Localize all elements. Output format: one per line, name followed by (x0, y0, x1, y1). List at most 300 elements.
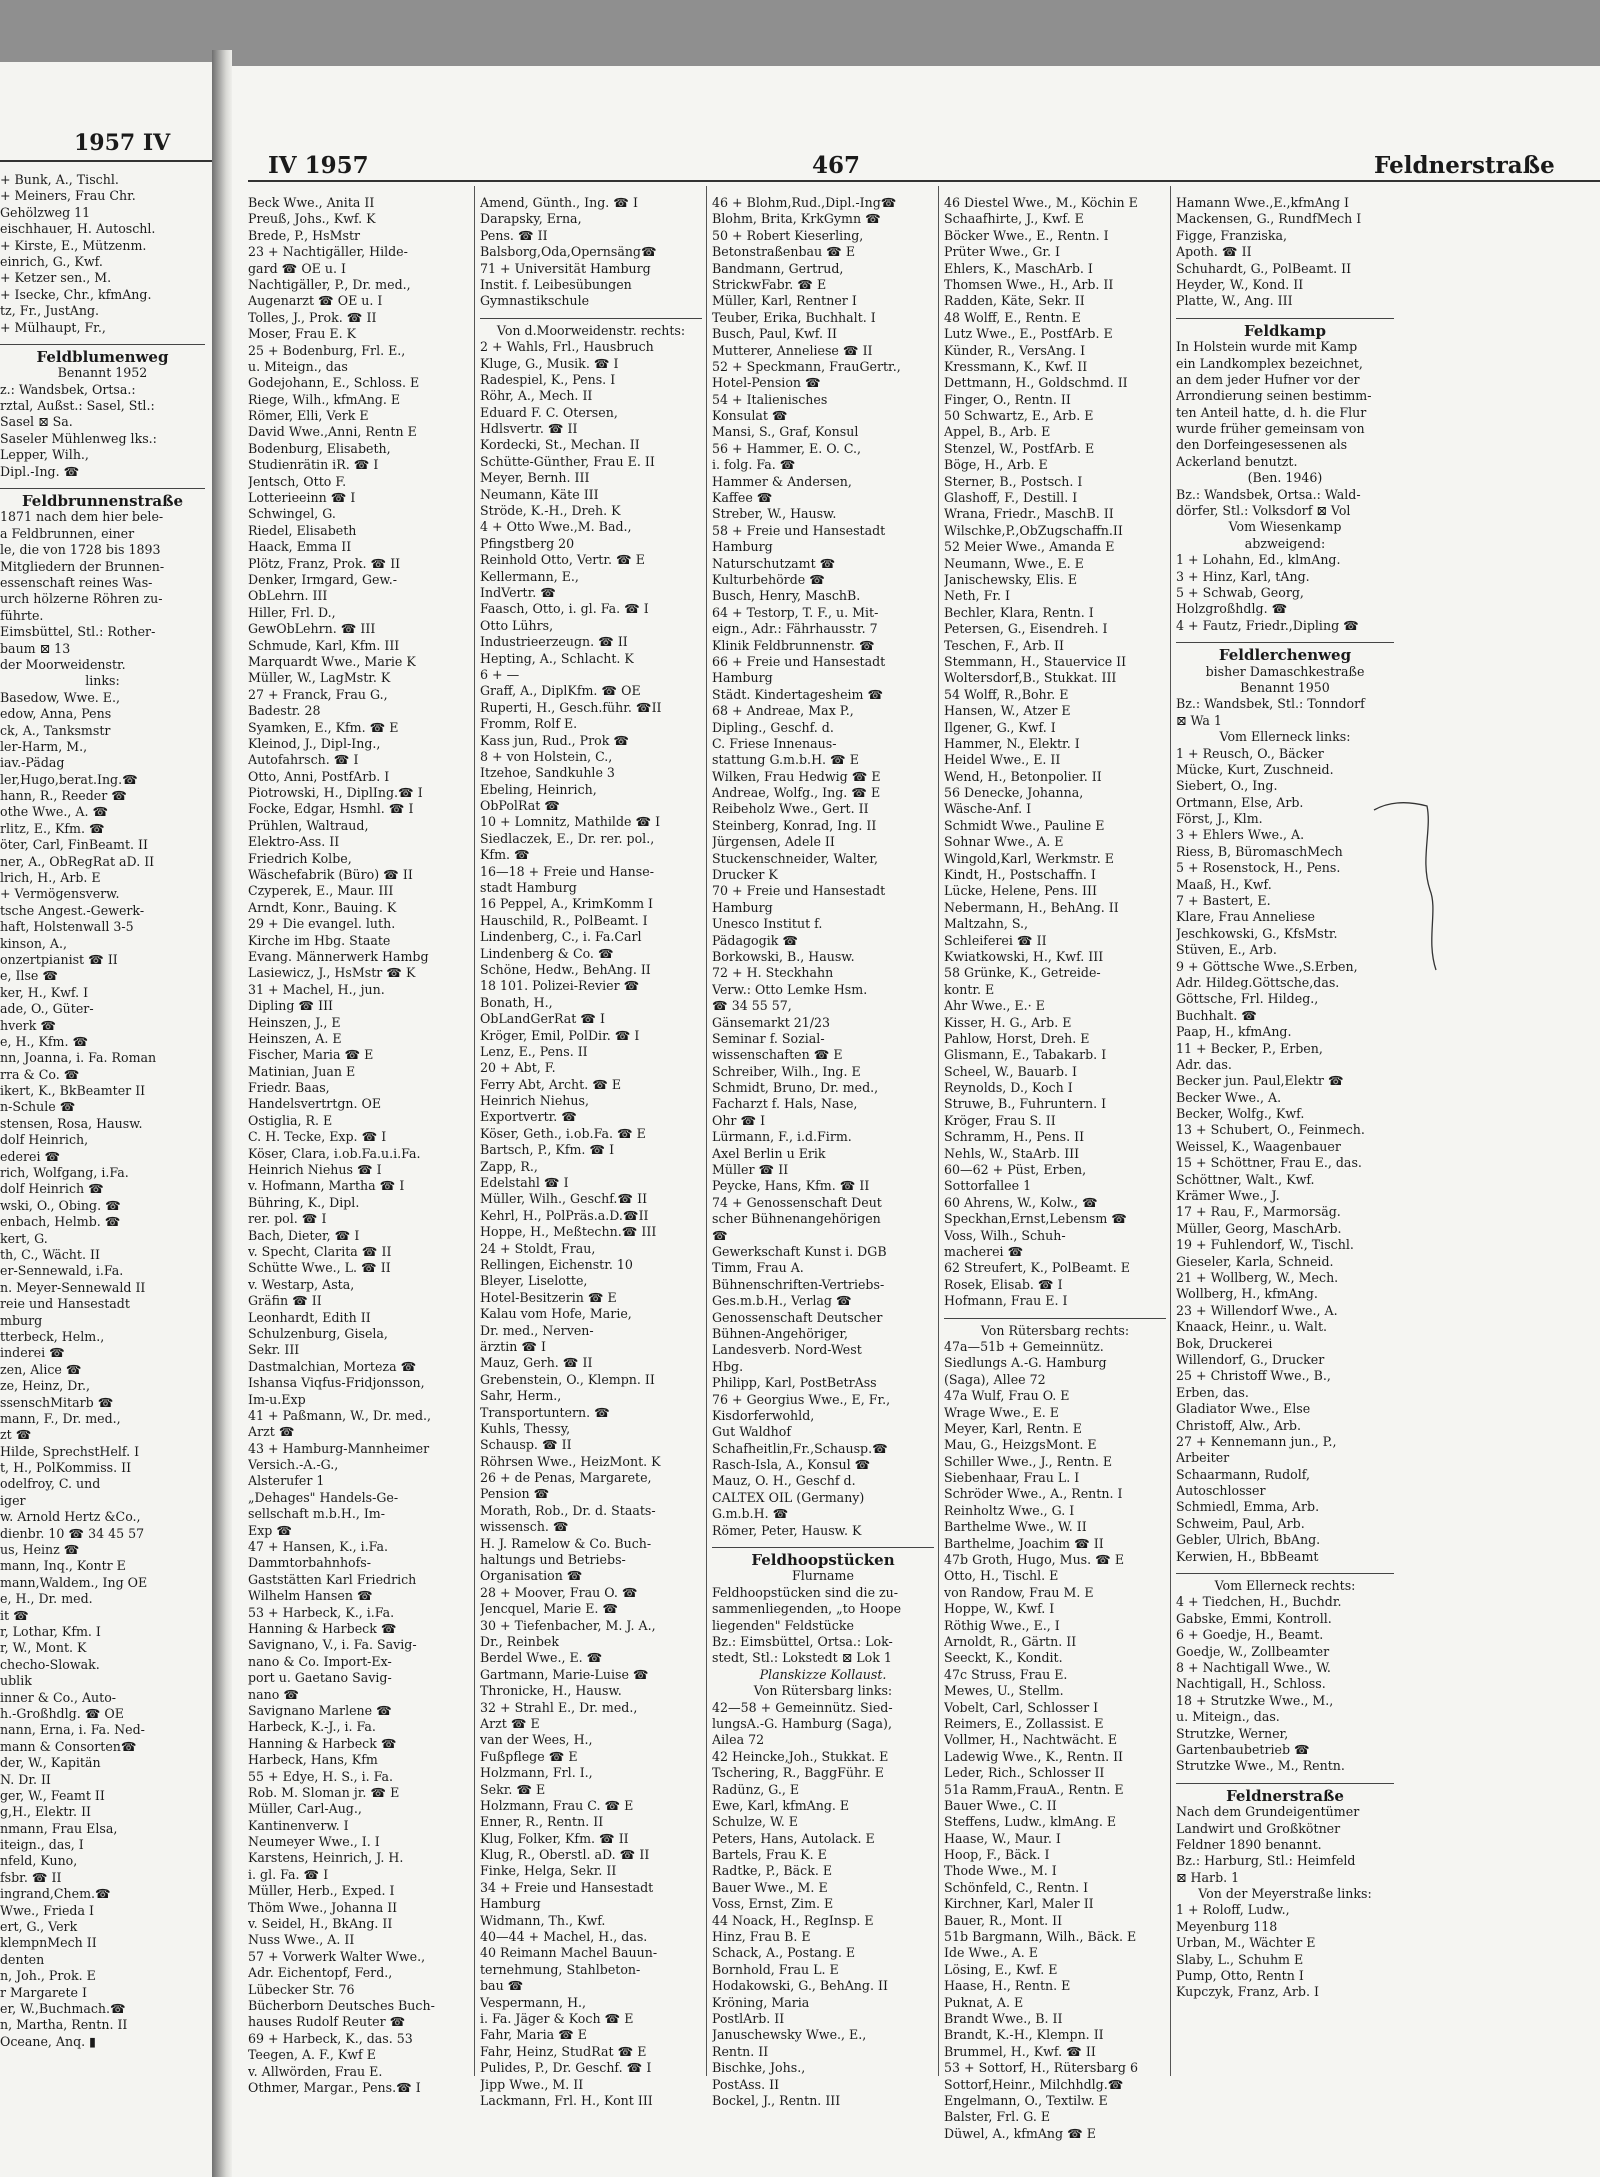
directory-entry: In Holstein wurde mit Kamp (1176, 339, 1358, 355)
directory-entry: Gaststätten Karl Friedrich (248, 1571, 417, 1587)
directory-entry: Verw.: Otto Lemke Hsm. (712, 981, 868, 997)
directory-column-1 (248, 195, 470, 2096)
directory-entry: Morath, Rob., Dr. d. Staats- (480, 1502, 656, 1518)
directory-entry: Dettmann, H., Goldschmd. II (944, 375, 1128, 391)
directory-entry: stensen, Rosa, Hausw. (0, 1115, 143, 1131)
directory-entry: Schmidt, Bruno, Dr. med., (712, 1080, 879, 1096)
directory-entry: einrich, G., Kwf. (0, 253, 103, 269)
directory-entry: fsbr. ☎ II (0, 1869, 62, 1885)
directory-entry: dienbr. 10 ☎ 34 45 57 (0, 1525, 145, 1541)
directory-entry: Müller ☎ II (712, 1162, 789, 1178)
directory-entry: 4 + Otto Wwe.,M. Bad., (480, 519, 632, 535)
section-divider (1176, 1775, 1394, 1784)
directory-entry: nmann, Frau Elsa, (0, 1820, 118, 1836)
directory-entry: Schütte Wwe., L. ☎ II (248, 1260, 391, 1276)
directory-entry: r, Lothar, Kfm. I (0, 1623, 101, 1639)
directory-entry: Itzehoe, Sandkuhle 3 (480, 765, 615, 781)
directory-entry: IndVertr. ☎ (480, 584, 556, 600)
directory-entry: Facharzt f. Hals, Nase, (712, 1096, 858, 1112)
directory-entry: Seminar f. Sozial- (712, 1030, 825, 1046)
directory-entry: Gebler, Ulrich, BbAng. (1176, 1532, 1321, 1548)
directory-entry: lungsA.-G. Hamburg (Saga), (712, 1715, 892, 1731)
directory-entry: 5 + Schwab, Georg, (1176, 584, 1304, 600)
directory-entry: Apoth. ☎ II (1176, 244, 1252, 260)
directory-entry: 68 + Andreae, Max P., (712, 703, 854, 719)
directory-entry: Radden, Käte, Sekr. II (944, 293, 1085, 309)
directory-entry: stedt, Stl.: Lokstedt ⊠ Lok 1 (712, 1650, 892, 1666)
directory-entry: Exportvertr. ☎ (480, 1109, 577, 1125)
directory-entry: er, W.,Buchmach.☎ (0, 2000, 126, 2016)
directory-entry: Jürgensen, Adele II (712, 834, 835, 850)
directory-entry: der Moorweidenstr. (0, 656, 126, 672)
directory-entry: 27 + Franck, Frau G., (248, 686, 388, 702)
directory-entry: Müller, W., LagMstr. K (248, 670, 391, 686)
directory-entry: hauses Rudolf Reuter ☎ (248, 2014, 406, 2030)
directory-entry: 76 + Georgius Wwe., E, Fr., (712, 1391, 891, 1407)
directory-entry: Klug, R., Oberstl. aD. ☎ II (480, 1847, 650, 1863)
directory-entry: öter, Carl, FinBeamt. II (0, 837, 148, 853)
directory-entry: Konsulat ☎ (712, 408, 788, 424)
directory-entry: zen, Alice ☎ (0, 1361, 82, 1377)
directory-entry: Maaß, H., Kwf. (1176, 876, 1272, 892)
directory-entry: Prühlen, Waltraud, (248, 817, 369, 833)
directory-entry: Edelstahl ☎ I (480, 1175, 569, 1191)
directory-entry: 54 + Italienisches (712, 391, 828, 407)
directory-entry: Kuhls, Thessy, (480, 1420, 571, 1436)
directory-entry: eign., Adr.: Fährhausstr. 7 (712, 621, 878, 637)
directory-entry: 50 + Robert Kieserling, (712, 227, 864, 243)
directory-entry: Wäschefabrik (Büro) ☎ II (248, 867, 413, 883)
directory-entry: v. Hofmann, Martha ☎ I (248, 1178, 405, 1194)
street-heading: Feldkamp (1243, 321, 1327, 340)
directory-entry: tsche Angest.-Gewerk- (0, 902, 145, 918)
directory-entry: Sottorfallee 1 (944, 1178, 1032, 1194)
directory-entry: Platte, W., Ang. III (1176, 293, 1293, 309)
directory-entry: Oceane, Anq. ▮ (0, 2033, 97, 2049)
directory-entry: Grebenstein, O., Klempn. II (480, 1371, 655, 1387)
directory-entry: Hamburg (480, 1896, 541, 1912)
directory-entry: Janischewsky, Elis. E (944, 571, 1078, 587)
directory-entry: Voss, Wilh., Schuh- (944, 1227, 1066, 1243)
directory-entry: Ailea 72 (712, 1732, 765, 1748)
directory-entry: 56 + Hammer, E. O. C., (712, 440, 862, 456)
directory-entry: Hilde, SprechstHelf. I (0, 1443, 140, 1459)
directory-entry: Neumeyer Wwe., I. I (248, 1834, 380, 1850)
directory-entry: Karstens, Heinrich, J. H. (248, 1850, 404, 1866)
directory-entry: Röhrsen Wwe., HeizMont. K (480, 1453, 661, 1469)
directory-entry: Becker, Wolfg., Kwf. (1176, 1106, 1305, 1122)
directory-entry: nn, Joanna, i. Fa. Roman (0, 1050, 157, 1066)
directory-entry: 1871 nach dem hier bele- (0, 509, 164, 525)
directory-entry: Ehlers, K., MaschArb. I (944, 260, 1093, 276)
directory-entry: Arzt ☎ E (480, 1715, 540, 1731)
directory-entry: Balsborg,Oda,Opernsäng☎ (480, 244, 657, 260)
directory-entry: Schack, A., Postang. E (712, 1945, 856, 1961)
directory-entry: eischhauer, H. Autoschl. (0, 221, 156, 237)
section-divider (712, 1539, 934, 1548)
directory-entry: Rob. M. Sloman jr. ☎ E (248, 1784, 400, 1800)
directory-entry: Dammtorbahnhofs- (248, 1555, 372, 1571)
directory-entry: Kass jun, Rud., Prok ☎ (480, 732, 630, 748)
directory-entry: 29 + Die evangel. luth. (248, 916, 396, 932)
section-note: Flurname (792, 1568, 854, 1584)
directory-entry: a Feldbrunnen, einer (0, 525, 135, 541)
directory-entry: Bz.: Wandsbek, Stl.: Tonndorf (1176, 696, 1365, 712)
directory-entry: i. gl. Fa. ☎ I (248, 1866, 329, 1882)
directory-entry: G.m.b.H. ☎ (712, 1506, 789, 1522)
directory-entry: Kröning, Maria (712, 1994, 810, 2010)
directory-entry: Teegen, A. F., Kwf E (248, 2047, 376, 2063)
street-heading: Feldblumenweg (36, 347, 169, 366)
directory-entry: 40 Reimann Machel Bauun- (480, 1945, 658, 1961)
directory-entry: Bauer Wwe., C. II (944, 1797, 1057, 1813)
directory-entry: denten (0, 1951, 45, 1967)
directory-entry: Riess, B, BüromaschMech (1176, 843, 1343, 859)
directory-entry: Ohr ☎ I (712, 1112, 766, 1128)
directory-entry: Philipp, Karl, PostBetrAss (712, 1375, 877, 1391)
directory-entry: Jipp Wwe., M. II (480, 2076, 584, 2092)
directory-entry: Othmer, Margar., Pens.☎ I (248, 2079, 421, 2095)
header-rule (248, 180, 1600, 182)
directory-entry: nfeld, Kuno, (0, 1853, 78, 1869)
directory-entry: Mau, G., HeizgsMont. E (944, 1437, 1097, 1453)
directory-entry: haltungs und Betriebs- (480, 1552, 626, 1568)
directory-entry: Schausp. ☎ II (480, 1437, 572, 1453)
directory-entry: Nachtigäller, P., Dr. med., (248, 276, 411, 292)
directory-entry: Mewes, U., Stellm. (944, 1683, 1064, 1699)
directory-entry: Reibeholz Wwe., Gert. II (712, 801, 869, 817)
directory-entry: + Ketzer sen., M. (0, 270, 112, 286)
section-note: Vom Ellerneck links: (1219, 729, 1351, 745)
directory-entry: Glismann, E., Tabakarb. I (944, 1047, 1107, 1063)
directory-entry: 47 + Hansen, K., i.Fa. (248, 1539, 389, 1555)
directory-entry: Schwingel, G. (248, 506, 336, 522)
directory-entry: Organisation ☎ (480, 1568, 583, 1584)
directory-entry: Voss, Ernst, Zim. E (712, 1896, 834, 1912)
directory-entry: Heinszen, J., E (248, 1014, 341, 1030)
directory-entry: Focke, Edgar, Hsmhl. ☎ I (248, 801, 414, 817)
directory-entry: Hamburg (712, 670, 773, 686)
directory-entry: Syamken, E., Kfm. ☎ E (248, 719, 399, 735)
directory-entry: + Meiners, Frau Chr. (0, 188, 136, 204)
directory-entry: ternehmung, Stahlbeton- (480, 1961, 641, 1977)
directory-entry: Augenarzt ☎ OE u. I (248, 293, 383, 309)
directory-entry: Böcker Wwe., E., Rentn. I (944, 227, 1109, 243)
directory-entry: Prüter Wwe., Gr. I (944, 244, 1061, 260)
directory-entry: Wrana, Friedr., MaschB. II (944, 506, 1114, 522)
directory-entry: n, Martha, Rentn. II (0, 2017, 128, 2033)
directory-entry: Schmude, Karl, Kfm. III (248, 637, 400, 653)
directory-entry: Klug, Folker, Kfm. ☎ II (480, 1830, 629, 1846)
section-divider (0, 480, 205, 489)
directory-entry: Müller, Georg, MaschArb. (1176, 1220, 1342, 1236)
section-divider (1176, 634, 1394, 643)
directory-entry: PostlArb. II (712, 2010, 785, 2026)
directory-entry: Arbeiter (1176, 1450, 1230, 1466)
directory-entry: Wilhelm Hansen ☎ (248, 1588, 373, 1604)
directory-entry: an dem jeder Hufner vor der (1176, 371, 1360, 387)
directory-entry: Rellingen, Eichenstr. 10 (480, 1257, 633, 1272)
page-number: 467 (812, 152, 861, 179)
directory-entry: Schafheitlin,Fr.,Schausp.☎ (712, 1440, 888, 1456)
directory-entry: kert, G. (0, 1230, 48, 1246)
directory-entry: Gut Waldhof (712, 1424, 792, 1440)
directory-entry: Mackensen, G., RundfMech I (1176, 211, 1362, 227)
directory-entry: Riedel, Elisabeth (248, 522, 357, 538)
directory-entry: ederei ☎ (0, 1148, 61, 1164)
directory-entry: stadt Hamburg (480, 880, 577, 896)
directory-entry: Hauschild, R., PolBeamt. I (480, 912, 648, 928)
directory-entry: Müller, Herb., Exped. I (248, 1883, 395, 1899)
directory-entry: Adr. Eichentopf, Ferd., (248, 1965, 393, 1981)
directory-entry: it ☎ (0, 1607, 29, 1623)
directory-entry: Berdel Wwe., E. ☎ (480, 1650, 603, 1666)
directory-entry: Ackerland benutzt. (1176, 453, 1298, 469)
directory-entry: Lübecker Str. 76 (248, 1981, 355, 1997)
directory-entry: Ishansa Viqfus-Fridjonsson, (248, 1375, 425, 1391)
directory-entry: Widmann, Th., Kwf. (480, 1912, 606, 1928)
directory-entry: Landwirt und Großkötner (1176, 1820, 1341, 1836)
directory-entry: baum ⊠ 13 (0, 640, 71, 656)
directory-entry: Bok, Druckerei (1176, 1335, 1273, 1351)
directory-entry: Genossenschaft Deutscher (712, 1309, 883, 1325)
directory-entry: mann & Consorten☎ (0, 1738, 137, 1754)
directory-entry: 32 + Strahl E., Dr. med., (480, 1699, 638, 1715)
directory-entry: Urban, M., Wächter E (1176, 1935, 1316, 1951)
directory-entry: Bz.: Harburg, Stl.: Heimfeld (1176, 1853, 1356, 1869)
directory-entry: von Randow, Frau M. E (944, 1584, 1094, 1600)
directory-entry: Neumann, Käte III (480, 486, 599, 502)
directory-entry: Becker jun. Paul,Elektr ☎ (1176, 1073, 1344, 1089)
directory-entry: Stuckenschneider, Walter, (712, 850, 878, 866)
directory-entry: scher Bühnenangehörigen (712, 1211, 881, 1227)
directory-entry: 17 + Rau, F., Marmorsäg. (1176, 1204, 1341, 1220)
directory-entry: Göttsche, Frl. Hildeg., (1176, 991, 1319, 1007)
directory-entry: Studienrätin iR. ☎ I (248, 457, 379, 473)
directory-entry: odelfroy, C. und (0, 1476, 101, 1492)
directory-entry: Zapp, R., (480, 1158, 538, 1174)
directory-column-5 (1176, 195, 1394, 2001)
directory-entry: Müller, Karl, Rentner I (712, 293, 857, 309)
directory-entry: der, W., Kapitän (0, 1755, 101, 1771)
directory-entry: Böge, H., Arb. E (944, 457, 1048, 473)
directory-entry: Speckhan,Ernst,Lebensm ☎ (944, 1211, 1127, 1227)
directory-entry: Köser, Geth., i.ob.Fa. ☎ E (480, 1125, 646, 1141)
directory-entry: Teschen, F., Arb. II (944, 637, 1064, 653)
directory-entry: Bücherborn Deutsches Buch- (248, 1997, 435, 2013)
directory-entry: Exp ☎ (248, 1522, 293, 1538)
directory-entry: Dr. med., Nerven- (480, 1322, 594, 1338)
directory-entry: Instit. f. Leibesübungen (480, 276, 632, 292)
directory-entry: Bockel, J., Rentn. III (712, 2092, 841, 2108)
section-note: Planskizze Kollaust. (759, 1666, 887, 1682)
directory-entry: Badestr. 28 (248, 703, 321, 719)
directory-entry: Siebenhaar, Frau L. I (944, 1470, 1080, 1486)
directory-entry: 71 + Universität Hamburg (480, 260, 651, 276)
directory-entry: Ewe, Karl, kfmAng. E (712, 1797, 850, 1813)
directory-entry: Lasiewicz, J., HsMstr ☎ K (248, 965, 416, 981)
directory-entry: v. Westarp, Asta, (248, 1276, 355, 1292)
section-note: Von d.Moorweidenstr. rechts: (496, 322, 686, 338)
directory-entry: Graff, A., DiplKfm. ☎ OE (480, 683, 641, 699)
directory-entry: Först, J., Klm. (1176, 811, 1263, 827)
directory-entry: Autofahrsch. ☎ I (248, 752, 359, 768)
directory-entry: Rasch-Isla, A., Konsul ☎ (712, 1457, 871, 1473)
directory-entry: Hepting, A., Schlacht. K (480, 650, 634, 666)
directory-entry: Vollmer, H., Nachtwächt. E (944, 1732, 1118, 1748)
directory-entry: Fromm, Rolf E. (480, 716, 578, 732)
left-page-header: 1957 IV (74, 130, 171, 156)
directory-entry: rlitz, E., Kfm. ☎ (0, 820, 105, 836)
directory-entry: 3 + Ehlers Wwe., A. (1176, 827, 1305, 843)
directory-entry: PostAss. II (712, 2076, 780, 2092)
directory-entry: sellschaft m.b.H., Im- (248, 1506, 386, 1522)
directory-entry: Balster, Frl. G. E (944, 2109, 1051, 2125)
directory-entry: Hoppe, W., Kwf. I (944, 1601, 1055, 1617)
directory-entry: Bechler, Klara, Rentn. I (944, 604, 1094, 620)
directory-entry: Kalau vom Hofe, Marie, (480, 1306, 632, 1322)
directory-entry: Heinrich Niehus, (480, 1093, 589, 1109)
directory-entry: Strutzke, Werner, (1176, 1725, 1289, 1741)
directory-entry: h.-Großhdlg. ☎ OE (0, 1705, 124, 1721)
directory-entry: Klinik Feldbrunnenstr. ☎ (712, 637, 875, 653)
directory-entry: Paap, H., kfmAng. (1176, 1024, 1292, 1040)
directory-entry: Lürmann, F., i.d.Firm. (712, 1129, 852, 1145)
directory-entry: u. Miteign., das. (1176, 1709, 1280, 1725)
directory-entry: e, Ilse ☎ (0, 968, 59, 984)
directory-entry: Peters, Hans, Autolack. E (712, 1830, 875, 1846)
directory-entry: ☎ (712, 1227, 728, 1243)
directory-entry: Bauer Wwe., M. E (712, 1879, 828, 1895)
directory-entry: Schweim, Paul, Arb. (1176, 1515, 1305, 1531)
directory-entry: Alsterufer 1 (248, 1473, 325, 1489)
directory-entry: 25 + Bodenburg, Frl. E., (248, 342, 406, 358)
directory-entry: u. Miteign., das (248, 358, 348, 374)
directory-entry: Moser, Frau E. K (248, 326, 357, 342)
directory-entry: ten Anteil hatte, d. h. die Flur (1176, 404, 1367, 420)
directory-entry: ert, G., Verk (0, 1919, 78, 1935)
directory-entry: 55 + Edye, H. S., i. Fa. (248, 1768, 394, 1784)
directory-entry: Radünz, G., E (712, 1781, 800, 1797)
directory-entry: Versich.-A.-G., (248, 1457, 339, 1473)
directory-entry: Gehölzweg 11 (0, 204, 91, 220)
directory-entry: rich, Wolfgang, i.Fa. (0, 1165, 129, 1181)
directory-entry: 15 + Schöttner, Frau E., das. (1176, 1155, 1362, 1171)
directory-entry: Schmiedl, Emma, Arb. (1176, 1499, 1320, 1515)
directory-column-4 (944, 195, 1166, 2142)
directory-entry: Maltzahn, S., (944, 916, 1029, 932)
directory-entry: „Dehages" Handels-Ge- (248, 1489, 399, 1505)
directory-entry: Kordecki, St., Mechan. II (480, 437, 640, 453)
directory-entry: urch hölzerne Röhren zu- (0, 591, 163, 607)
directory-entry: n-Schule ☎ (0, 1099, 76, 1115)
directory-entry: Dr., Reinbek (480, 1633, 559, 1649)
directory-entry: Wollberg, H., kfmAng. (1176, 1286, 1318, 1302)
directory-entry: 1 + Reusch, O., Bäcker (1176, 745, 1324, 761)
directory-entry: Hamann Wwe.,E.,kfmAng I (1176, 195, 1350, 210)
directory-entry: hann, R., Reeder ☎ (0, 788, 127, 804)
directory-entry: Knaack, Heinr., u. Walt. (1176, 1319, 1328, 1335)
section-note: Vom Ellerneck rechts: (1214, 1578, 1356, 1594)
directory-entry: Kaffee ☎ (712, 490, 773, 506)
directory-entry: Kehrl, H., PolPräs.a.D.☎II (480, 1207, 649, 1223)
directory-entry: Mücke, Kurt, Zuschneid. (1176, 761, 1334, 777)
directory-entry: kontr. E (944, 981, 995, 997)
directory-entry: Kupczyk, Franz, Arb. I (1176, 1984, 1319, 2000)
directory-entry: Gymnastikschule (480, 293, 590, 309)
directory-entry: Haase, H., Rentn. E (944, 1978, 1071, 1994)
directory-entry: Otto, H., Tischl. E (944, 1568, 1059, 1584)
directory-entry: Denker, Irmgard, Gew.- (248, 571, 398, 587)
directory-entry: 4 + Tiedchen, H., Buchdr. (1176, 1594, 1342, 1610)
directory-entry: Hinz, Frau B. E (712, 1929, 811, 1945)
directory-entry: 28 + Moover, Frau O. ☎ (480, 1584, 638, 1600)
directory-entry: Kröger, Frau S. II (944, 1112, 1056, 1128)
directory-entry: Holzmann, Frau C. ☎ E (480, 1797, 634, 1813)
street-heading: Feldlerchenweg (1218, 646, 1352, 665)
directory-entry: macherei ☎ (944, 1244, 1024, 1259)
directory-entry: mann, Inq., Kontr E (0, 1558, 126, 1574)
directory-entry: Meyer, Bernh. III (480, 470, 590, 486)
directory-entry: Lindenberg & Co. ☎ (480, 945, 614, 961)
directory-entry: Struwe, B., Fuhruntern. I (944, 1096, 1107, 1112)
directory-entry: + Vermögensverw. (0, 886, 120, 902)
directory-entry: N. Dr. II (0, 1771, 51, 1787)
directory-entry: Bartsch, P., Kfm. ☎ I (480, 1142, 615, 1158)
directory-entry: Hodakowski, G., BehAng. II (712, 1978, 888, 1994)
directory-entry: dolf Heinrich ☎ (0, 1181, 104, 1197)
directory-entry: Petersen, G., Eisendreh. I (944, 621, 1108, 637)
directory-entry: Hoop, F., Bäck. I (944, 1847, 1050, 1863)
directory-entry: Klare, Frau Anneliese (1176, 909, 1315, 925)
directory-entry: 44 Noack, H., RegInsp. E (712, 1912, 874, 1928)
directory-entry: Mauz, Gerh. ☎ II (480, 1355, 593, 1371)
pen-scribble-mark (1372, 800, 1442, 980)
directory-entry: 51a Ramm,FrauA., Rentn. E (944, 1781, 1124, 1797)
directory-entry: Thomsen Wwe., H., Arb. II (944, 276, 1114, 292)
directory-entry: Glashoff, F., Destill. I (944, 490, 1078, 506)
directory-entry: 53 + Sottorf, H., Rütersbarg 6 (944, 2060, 1138, 2076)
directory-entry: Bodenburg, Elisabeth, (248, 440, 391, 456)
section-note: Benannt 1952 (57, 365, 148, 381)
section-note: Von Rütersbarg links: (753, 1683, 893, 1699)
directory-entry: 8 + von Holstein, C., (480, 748, 613, 764)
directory-entry: haft, Holstenwall 3-5 (0, 919, 134, 935)
book-gutter (212, 50, 232, 2177)
directory-entry: Neumann, Wwe., E. E (944, 555, 1084, 571)
directory-entry: 43 + Hamburg-Mannheimer (248, 1440, 430, 1456)
directory-entry: Haack, Emma II (248, 539, 352, 555)
directory-entry: inner & Co., Auto- (0, 1689, 117, 1705)
directory-entry: nano ☎ (248, 1686, 300, 1702)
section-divider (1176, 310, 1394, 319)
directory-entry: Fahr, Heinz, StudRat ☎ E (480, 2043, 647, 2059)
directory-entry: Sekr. III (248, 1342, 300, 1358)
directory-entry: i. folg. Fa. ☎ (712, 457, 796, 473)
directory-entry: iger (0, 1492, 26, 1508)
directory-entry: onzertpianist ☎ II (0, 951, 118, 967)
directory-entry: Januschewsky Wwe., E., (712, 2027, 867, 2043)
directory-entry: Röhr, A., Mech. II (480, 388, 593, 404)
directory-entry: Godejohann, E., Schloss. E (248, 375, 420, 391)
directory-entry: Ruperti, H., Gesch.führ. ☎II (480, 699, 662, 715)
directory-entry: Tolles, J., Prok. ☎ II (248, 309, 377, 325)
directory-entry: 52 + Speckmann, FrauGertr., (712, 358, 901, 374)
directory-entry: Marquardt Wwe., Marie K (248, 653, 416, 669)
directory-entry: n. Meyer-Sennewald II (0, 1279, 146, 1295)
directory-entry: Figge, Franziska, (1176, 227, 1287, 243)
directory-entry: mann,Waldem., Ing OE (0, 1574, 148, 1590)
